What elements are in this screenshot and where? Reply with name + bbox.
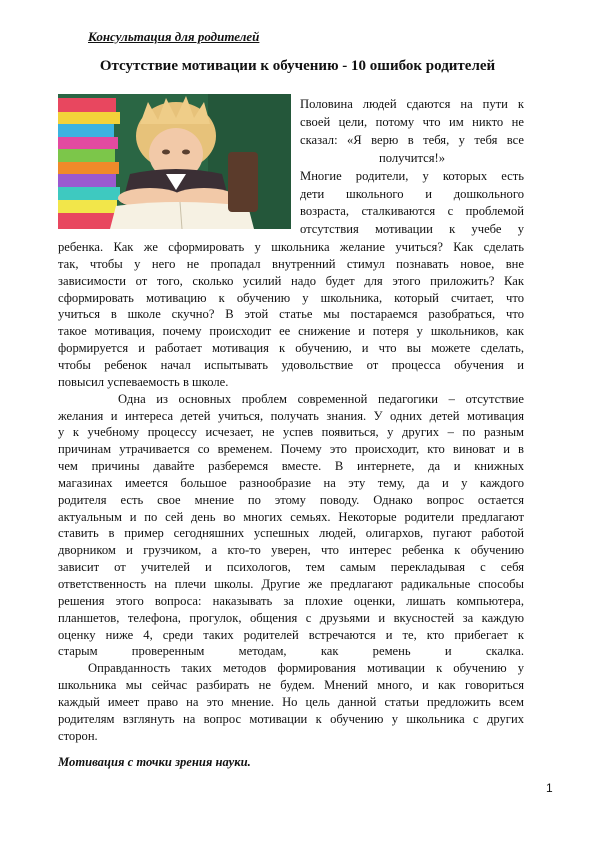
body-line: формируется и работает мотивация к обучению, и что вы можете сделать, [58, 341, 524, 356]
body-line: чем причины давайте разберемся вместе. В интернете, да и книжных [58, 459, 524, 474]
photo-illustration [58, 94, 291, 229]
body-line: зависимости от того, сколько усилий надо будет для этого приложить? Как [58, 273, 524, 288]
body-line: повысил успеваемость в школе. [58, 374, 229, 389]
body-line: дворником и грузчиком, а кто-то уверен, что интерес ребенка к обучению [58, 543, 524, 558]
body-line: так, чтобы у него не пропадал внутренний стимул познавать новое, вне [58, 256, 524, 271]
body-line: сторон. [58, 728, 98, 743]
body-line: учиться в школе скучно? В этой статье мы постараемся разобраться, что [58, 307, 524, 322]
page-number: 1 [546, 781, 553, 795]
body-line: сформировать мотивацию к обучению у школьника, который считает, что [58, 290, 524, 305]
body-line: старым проверенным методам, как ремень и скалка. [58, 644, 524, 659]
body-line: желания и интереса детей учиться, получать знания. У одних детей мотивация [58, 408, 524, 423]
body-line: решения этого вопроса: наказывать за плохие оценки, лишать компьютера, [58, 593, 524, 608]
body-line: каждый имеет право на это мнение. Но цель данной статьи предложить всем [58, 694, 524, 709]
body-line: причинам утрачивается со временем. Почему это происходит, кто виноват и в [58, 442, 524, 457]
intro-line: Половина людей сдаются на пути к [300, 97, 524, 111]
page-title: Отсутствие мотивации к обучению - 10 ошибок родителей [99, 58, 496, 74]
body-line: чтобы ребенок начал испытывать удовольствие от процесса обучения и [58, 357, 524, 372]
body-line: планшетов, телефона, прогулок, общения с друзьями и вкусностей за каждую [58, 610, 524, 625]
intro-line: дети школьного и дошкольного [300, 186, 524, 201]
intro-line: отсутствия мотивации к учебе у [300, 222, 524, 237]
intro-line: получится!» [378, 150, 446, 165]
body-line: Оправданность таких методов формирования мотивации к обучению у [88, 661, 524, 676]
body-line: зависит от учителей и психологов, тем самым перекладывая с себя [58, 560, 524, 575]
body-line: ответственность на плечи школы. Другие же предлагают радикальные способы [58, 577, 524, 591]
body-line: такое мотивация, почему происходит ее снижение и потеря у школьников, как [58, 324, 524, 339]
intro-line: сказал: «Я верю в тебя, у тебя все [300, 132, 524, 147]
body-line: Одна из основных проблем современной педагогики – отсутствие [118, 391, 524, 406]
body-line: родителя есть свое мнение по этому поводу. Однако вопрос остается [58, 492, 524, 507]
intro-line: Многие родители, у которых есть [300, 168, 524, 183]
body-line: школьника мы сейчас разбирать не будем. Мнений много, и как говориться [58, 678, 524, 693]
section-heading: Мотивация с точки зрения науки. [58, 755, 251, 769]
body-line: оценку ниже 4, среди таких родителей встречаются и те, кто прибегает к [58, 627, 524, 642]
consultation-label: Консультация для родителей [88, 29, 260, 44]
intro-line: своей цели, потому что им никто не [300, 114, 524, 129]
body-line: актуальным и по сей день во многих семьях. Некоторые родители предлагают [58, 509, 524, 524]
body-line: родителям взглянуть на вопрос мотивации к обучению у школьника с других [58, 711, 524, 726]
body-line: у к учебному процессу исчезает, не успев появиться, у других – по разным [58, 425, 524, 440]
body-line: ставить в пример сегодняшних успешных людей, олигархов, пугают работой [58, 526, 524, 541]
child-with-books-photo [58, 94, 291, 229]
intro-line: возраста, сталкиваются с проблемой [300, 204, 524, 219]
body-line: ребенка. Как же сформировать у школьника желание учиться? Как сделать [58, 240, 524, 254]
body-line: магазинах имеется большое разнообразие на эту тему, да и у каждого [58, 475, 524, 490]
